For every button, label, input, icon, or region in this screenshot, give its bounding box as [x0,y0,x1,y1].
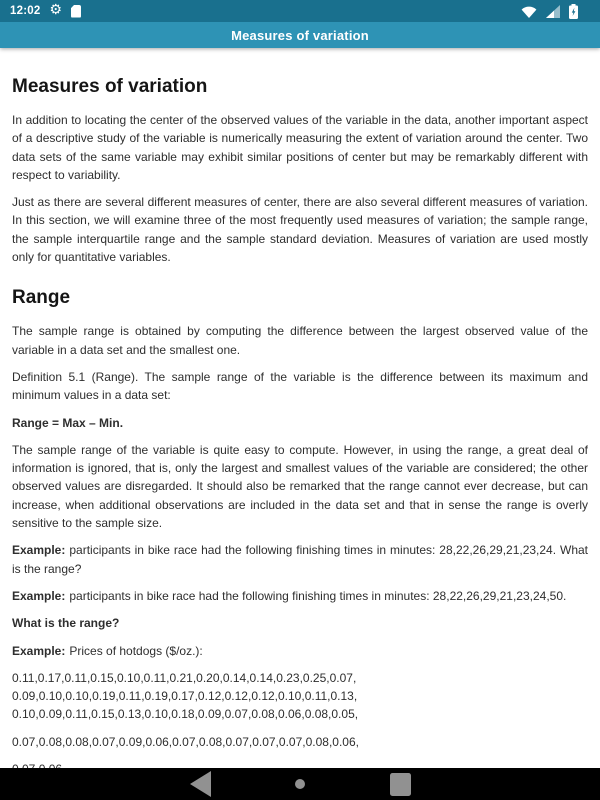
heading-range: Range [12,287,71,309]
home-button[interactable] [250,768,350,800]
example-3-text: Prices of hotdogs ($/oz.): [69,643,203,658]
wifi-icon [521,5,537,18]
paragraph-intro-2: Just as there are several different measures of center, there are also several different measures of variation. In this section, we will examine three of the most frequently used measures of variation; the sample range, the sample interquartile range and the sample standard deviation. Measures of variation are used mostly only for quantitative variables. [12,195,588,265]
back-button[interactable] [150,768,250,800]
example-1-text: participants in bike race had the following finishing times in minutes: 28,22,26,29,21,23,24. What is the range? [12,543,588,576]
settings-icon: ⚙ [49,2,62,18]
back-icon [190,771,211,797]
paragraph-definition: Definition 5.1 (Range). The sample range of the variable is the difference between its maximum and minimum values in a data set: [12,369,588,403]
heading-measures-of-variation: Measures of variation [12,76,208,97]
question-what-is-range: What is the range? [12,616,120,631]
prices-line-1: 0.11,0.17,0.11,0.15,0.10,0.11,0.21,0.20,0.14,0.14,0.23,0.25,0.07, [12,670,357,685]
example-2-paragraph [12,587,588,605]
sim-card-icon [71,5,81,18]
cell-signal-icon [546,5,560,18]
recents-icon [390,773,411,796]
formula-range: Range = Max – Min. [12,415,124,430]
prices-line-3: 0.10,0.09,0.11,0.15,0.13,0.10,0.18,0.09,0.07,0.08,0.06,0.08,0.05, [12,707,359,722]
example-3-label: Example: [12,643,66,658]
prices-line-2: 0.09,0.10,0.10,0.19,0.11,0.19,0.17,0.12,0.12,0.12,0.10,0.11,0.13, [12,689,358,704]
battery-charging-icon [569,4,578,19]
status-bar-left [10,4,81,18]
recents-button[interactable] [350,768,450,800]
paragraph-intro-1: In addition to locating the center of the observed values of the variable in the data, another important aspect of a descriptive study of the variable is numerically measuring the extent of variation around the center. Two data sets of the same variable may exhibit similar positions of center but may be remarkably different with respect to variability. [12,113,588,182]
paragraph-range-2: The sample range of the variable is quite easy to compute. However, in using the range, a great deal of information is ignored, that is, only the largest and smallest values of the variable are considered; the other observed values are disregarded. It should also be remarked that the range cannot ever decrease, but can increase, when additional observations are included in the data set and that in sense the range is overly sensitive to the sample size. [12,442,588,531]
status-bar-right [521,4,590,19]
navigation-bar [0,768,600,800]
example-1-label: Example: [12,543,66,558]
app-bar [0,22,600,48]
paragraph-range-1: The sample range is obtained by computing the difference between the largest observed value of the variable in a data set and the smallest one. [12,324,588,357]
document-content[interactable] [0,48,600,800]
example-2-label: Example: [12,588,66,603]
app-bar-title: Measures of variation [231,27,369,43]
prices-data-block [12,669,588,724]
example-1-paragraph [12,541,588,578]
clock: 12:02 [10,5,41,17]
home-icon [295,779,305,789]
example-3-paragraph [12,642,588,660]
prices-line-4: 0.07,0.08,0.08,0.07,0.09,0.06,0.07,0.08,0.07,0.07,0.07,0.08,0.06, [12,734,359,749]
status-bar[interactable] [0,0,600,22]
example-2-text: participants in bike race had the following finishing times in minutes: 28,22,26,29,21,23,24,50. [69,588,567,603]
